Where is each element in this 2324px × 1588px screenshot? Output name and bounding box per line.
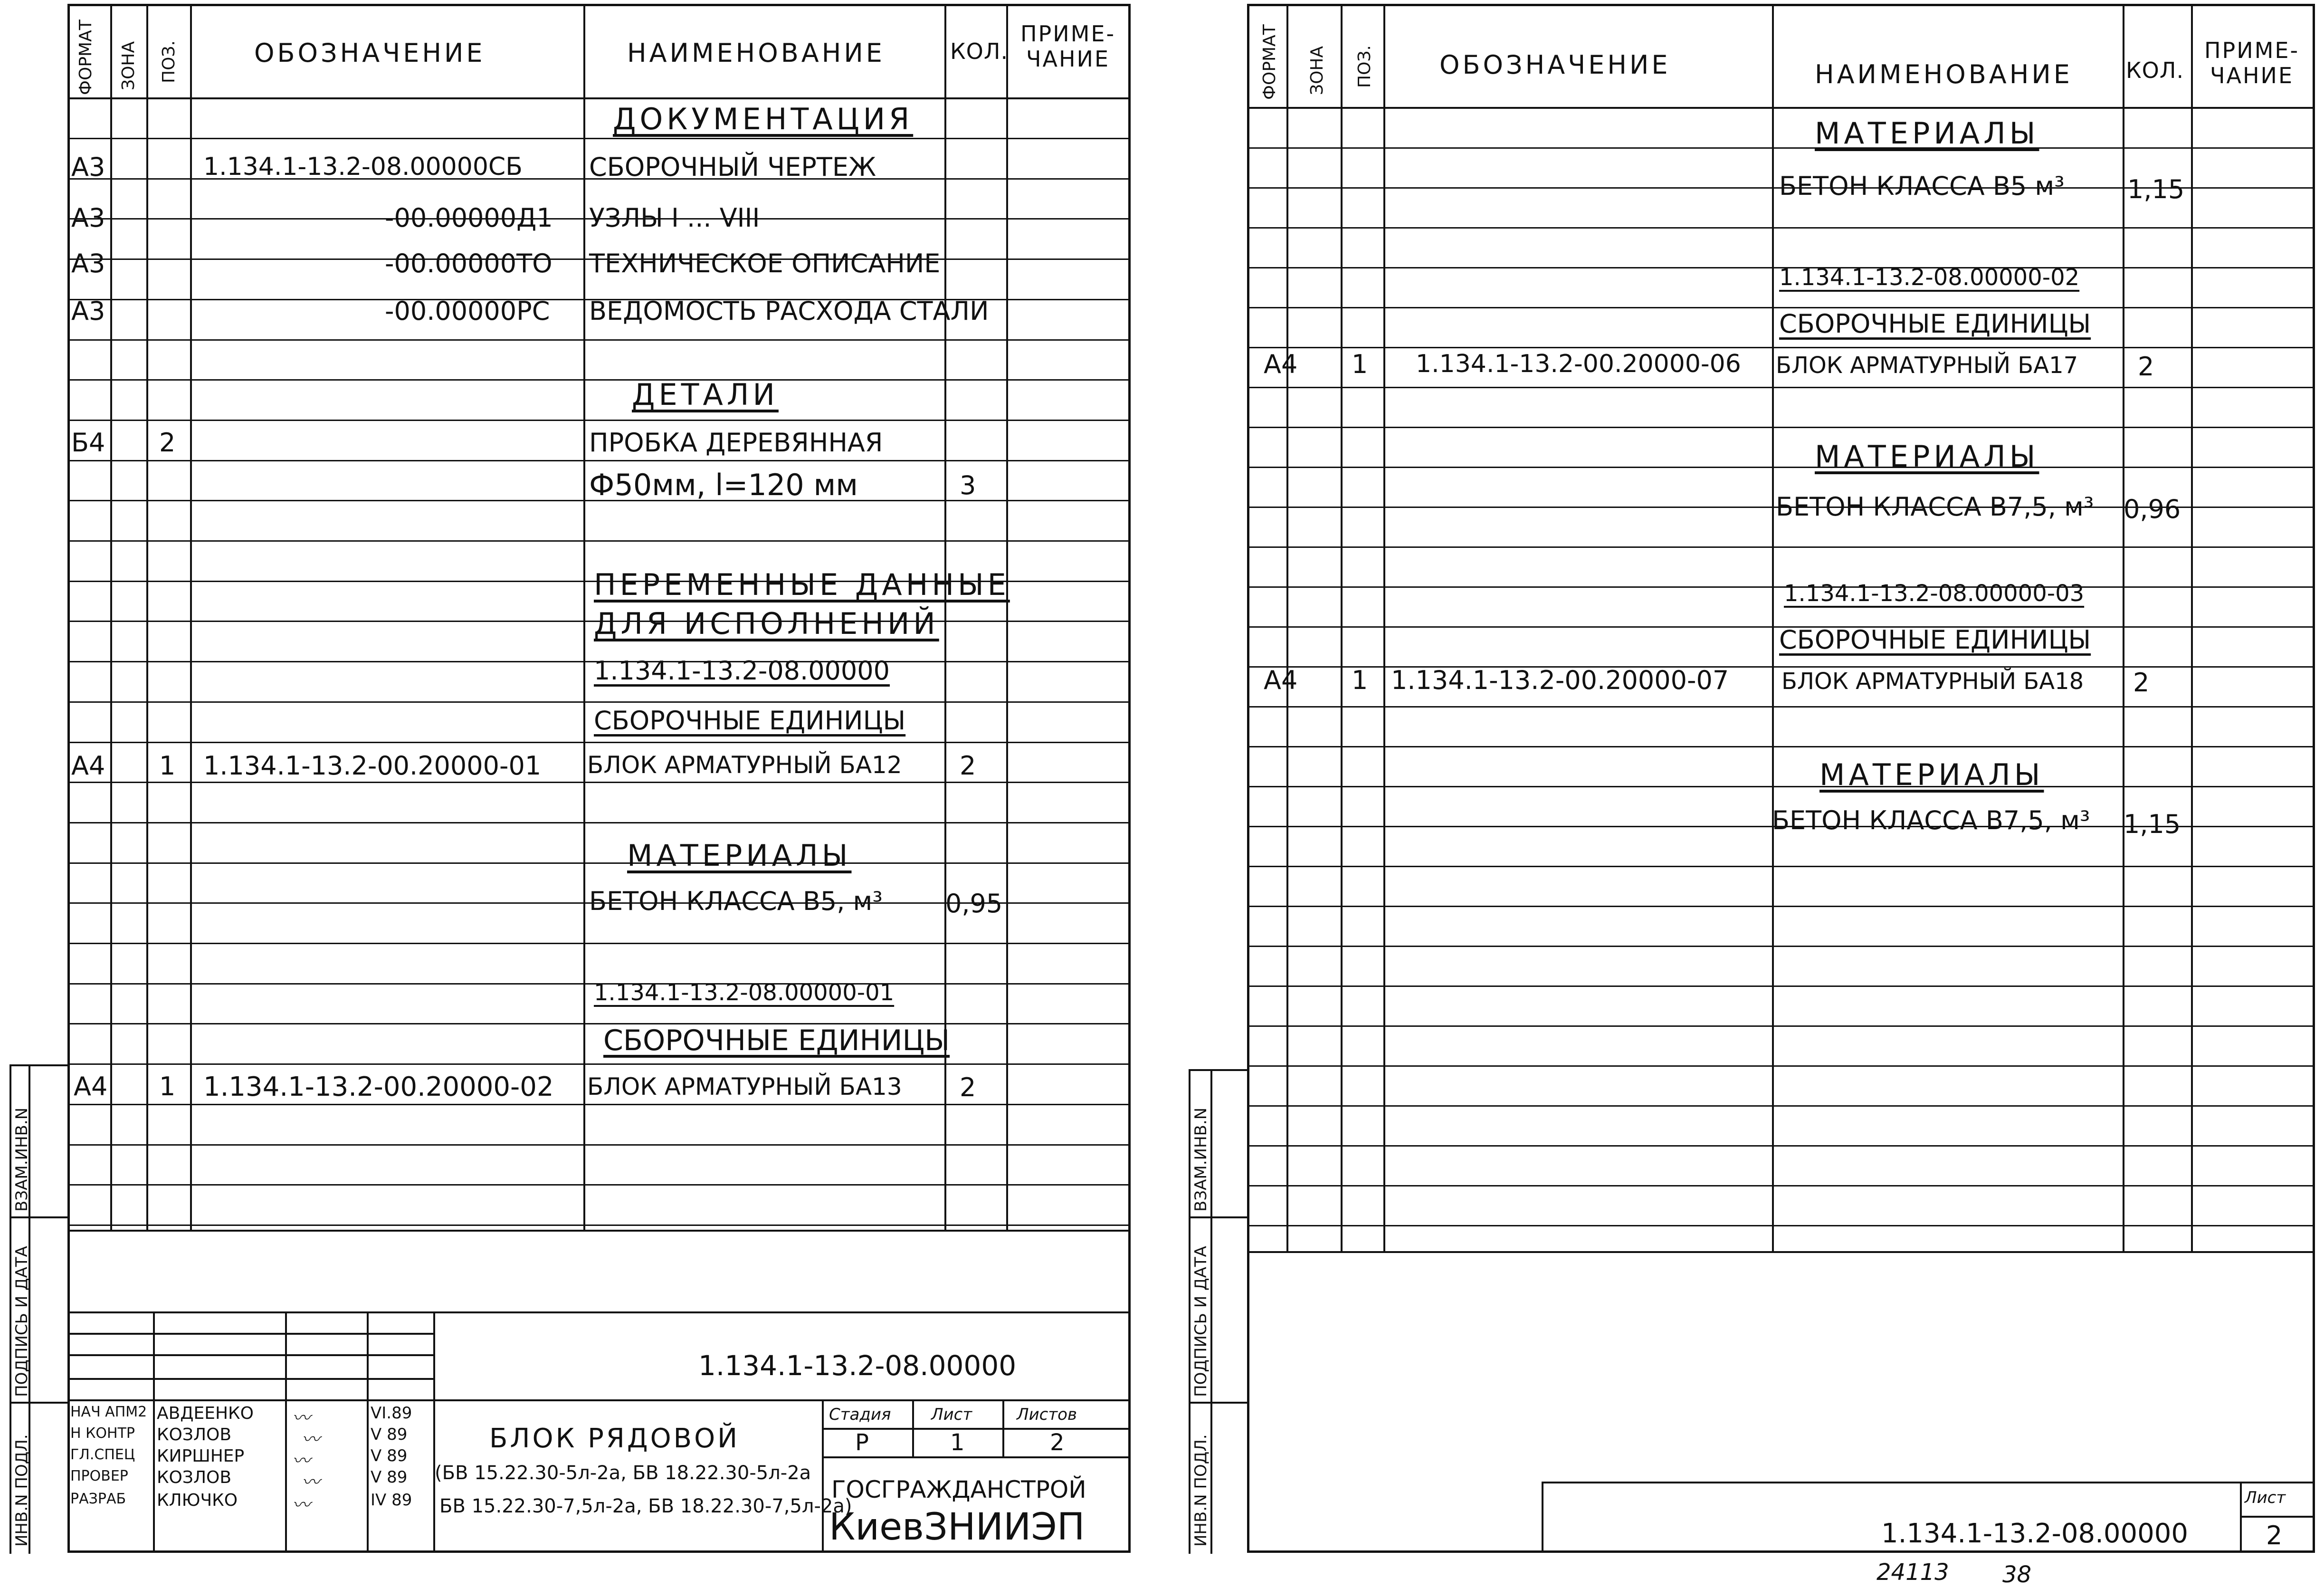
right-stamp-sheet: 2 xyxy=(2266,1521,2283,1550)
left-row-line xyxy=(67,1104,1131,1105)
right-row-name: БЛОК АРМАТУРНЫЙ БА17 xyxy=(1776,352,2078,379)
left-row-line xyxy=(67,1184,1131,1186)
left-row-format: Б4 xyxy=(71,428,105,458)
right-row-assembly-units: СБОРОЧНЫЕ ЕДИНИЦЫ xyxy=(1779,625,2091,655)
left-stamp-stage: Р xyxy=(855,1429,869,1456)
stamp-role: РАЗРАБ xyxy=(70,1491,126,1507)
left-stamp-sheet: 1 xyxy=(950,1429,965,1456)
left-section-materials: МАТЕРИАЛЫ xyxy=(627,838,852,873)
right-row-qty: 2 xyxy=(2133,668,2150,698)
header-zone: ЗОНА xyxy=(1307,46,1327,95)
stamp-role: Н КОНТР xyxy=(70,1425,135,1442)
right-row-line xyxy=(1247,985,2315,987)
left-row-line xyxy=(67,379,1131,381)
right-row-line xyxy=(1247,1145,2315,1147)
left-section-variables: ПЕРЕМЕННЫЕ ДАННЫЕ xyxy=(594,567,1010,602)
left-row-designation: -00.00000РС xyxy=(385,296,550,326)
left-stamp-org-1: ГОСГРАЖДАНСТРОЙ xyxy=(831,1476,1086,1503)
left-row-line xyxy=(67,460,1131,461)
left-row-name: ВЕДОМОСТЬ РАСХОДА СТАЛИ xyxy=(589,296,989,326)
right-row-line xyxy=(1247,706,2315,708)
left-stamp-doc-code: 1.134.1-13.2-08.00000 xyxy=(698,1349,1017,1382)
left-row-name: БЛОК АРМАТУРНЫЙ БА13 xyxy=(587,1073,902,1100)
header-note-line-2: ЧАНИЕ xyxy=(1026,46,1110,72)
stamp-date: V 89 xyxy=(371,1425,408,1444)
right-row-line xyxy=(1247,347,2315,348)
right-row-qty: 1,15 xyxy=(2127,174,2185,204)
left-row-qty: 0,95 xyxy=(945,889,1003,918)
stamp-name: КЛЮЧКО xyxy=(157,1491,238,1510)
left-row-designation: -00.00000ТО xyxy=(385,249,552,278)
left-row-line xyxy=(67,862,1131,864)
right-row-line xyxy=(1247,786,2315,787)
header-qty: КОЛ. xyxy=(2126,57,2184,83)
left-row-name: СБОРОЧНЫЙ ЧЕРТЕЖ xyxy=(589,152,876,182)
right-margin-replacement-inv: ВЗАМ.ИНВ.N xyxy=(1191,1107,1210,1212)
left-row-line xyxy=(67,1144,1131,1146)
right-row-line xyxy=(1247,427,2315,428)
left-row-format: А4 xyxy=(71,751,105,781)
left-row-designation: 1.134.1-13.2-00.20000-02 xyxy=(203,1071,554,1102)
right-row-line xyxy=(1247,1185,2315,1186)
right-row-line xyxy=(1247,906,2315,907)
stamp-role: НАЧ АПМ2 xyxy=(70,1404,147,1420)
right-row-assembly-units: СБОРОЧНЫЕ ЕДИНИЦЫ xyxy=(1779,309,2091,339)
left-section-documentation: ДОКУМЕНТАЦИЯ xyxy=(613,102,914,136)
right-row-line xyxy=(1247,866,2315,867)
right-row-line xyxy=(1247,1065,2315,1067)
signature-scribble: 〰 xyxy=(292,1407,311,1428)
left-stamp-org-2: КиевЗНИИЭП xyxy=(829,1506,1085,1549)
left-row-format: А3 xyxy=(71,296,105,326)
signature-scribble: 〰 xyxy=(302,1472,320,1492)
right-row-designation: 1.134.1-13.2-00.20000-07 xyxy=(1391,665,1729,695)
right-row-variant-code: 1.134.1-13.2-08.00000-02 xyxy=(1779,264,2080,291)
left-row-format: А4 xyxy=(74,1071,108,1101)
left-margin-signature-date: ПОДПИСЬ И ДАТА xyxy=(12,1246,31,1397)
left-row-name: УЗЛЫ I ... VIII xyxy=(589,203,760,233)
left-row-line xyxy=(67,1063,1131,1065)
signature-scribble: 〰 xyxy=(292,1494,311,1515)
right-row-line xyxy=(1247,586,2315,588)
left-row-pos: 1 xyxy=(159,1071,176,1101)
left-row-line xyxy=(67,782,1131,783)
stamp-date: V 89 xyxy=(371,1446,408,1465)
header-note-line-2: ЧАНИЕ xyxy=(2210,62,2294,88)
right-row-line xyxy=(1247,1225,2315,1226)
right-section-materials: МАТЕРИАЛЫ xyxy=(1815,116,2039,151)
left-row-format: А3 xyxy=(71,152,105,182)
right-row-name: БЕТОН КЛАССА В5 м³ xyxy=(1779,171,2065,201)
left-row-variant-code: 1.134.1-13.2-08.00000-01 xyxy=(594,979,895,1006)
header-note xyxy=(1011,21,1125,72)
left-row-qty: 2 xyxy=(960,751,976,781)
left-row-line xyxy=(67,540,1131,542)
right-row-format: А4 xyxy=(1264,349,1298,379)
left-row-name: ТЕХНИЧЕСКОЕ ОПИСАНИЕ xyxy=(589,249,941,278)
right-row-line xyxy=(1247,307,2315,308)
right-row-line xyxy=(1247,1105,2315,1107)
left-section-details: ДЕТАЛИ xyxy=(632,377,779,412)
right-row-line xyxy=(1247,147,2315,149)
right-row-variant-code: 1.134.1-13.2-08.00000-03 xyxy=(1784,580,2085,607)
right-row-name: БЛОК АРМАТУРНЫЙ БА18 xyxy=(1781,668,2084,695)
right-stamp-sheet-label: Лист xyxy=(2245,1488,2286,1507)
right-row-line xyxy=(1247,746,2315,747)
left-row-line xyxy=(67,742,1131,743)
left-stamp-sheets-label: Листов xyxy=(1017,1405,1077,1424)
header-note-line-1: ПРИМЕ- xyxy=(2204,38,2300,63)
left-row-line xyxy=(67,339,1131,341)
header-pos: ПОЗ. xyxy=(159,40,179,83)
right-margin-signature-date: ПОДПИСЬ И ДАТА xyxy=(1191,1246,1210,1397)
left-row-line xyxy=(67,420,1131,421)
header-designation: ОБОЗНАЧЕНИЕ xyxy=(254,38,486,68)
left-row-line xyxy=(67,1023,1131,1024)
right-margin-inv-no: ИНВ.N ПОДЛ. xyxy=(1191,1434,1210,1547)
signature-scribble: 〰 xyxy=(302,1429,320,1450)
left-row-designation: 1.134.1-13.2-08.00000СБ xyxy=(203,153,523,181)
left-row-line xyxy=(67,701,1131,703)
left-margin-inv-no: ИНВ.N ПОДЛ. xyxy=(12,1434,31,1547)
stamp-role: ГЛ.СПЕЦ xyxy=(70,1446,135,1463)
header-qty: КОЛ. xyxy=(950,38,1009,64)
right-row-designation: 1.134.1-13.2-00.20000-06 xyxy=(1416,350,1741,378)
archive-number: 24113 xyxy=(1876,1559,1949,1586)
left-row-format: А3 xyxy=(71,203,105,233)
header-name: НАИМЕНОВАНИЕ xyxy=(1815,59,2073,89)
right-row-pos: 1 xyxy=(1352,665,1368,695)
left-row-name: ПРОБКА ДЕРЕВЯННАЯ xyxy=(589,428,883,458)
stamp-date: VI.89 xyxy=(371,1404,412,1423)
left-row-designation: -00.00000Д1 xyxy=(385,203,553,233)
left-stamp-sheets: 2 xyxy=(1050,1429,1065,1456)
left-row-name: БЛОК АРМАТУРНЫЙ БА12 xyxy=(587,751,902,779)
header-pos: ПОЗ. xyxy=(1355,45,1374,88)
left-row-pos: 2 xyxy=(159,428,176,458)
left-row-variant-code: 1.134.1-13.2-08.00000 xyxy=(594,656,890,686)
left-row-assembly-units: СБОРОЧНЫЕ ЕДИНИЦЫ xyxy=(594,706,906,736)
left-row-pos: 1 xyxy=(159,751,176,781)
stamp-name: КИРШНЕР xyxy=(157,1446,245,1466)
header-zone: ЗОНА xyxy=(119,41,138,90)
left-stamp-title: БЛОК РЯДОВОЙ xyxy=(489,1423,740,1454)
right-row-qty: 0,96 xyxy=(2124,494,2181,524)
header-note-line-1: ПРИМЕ- xyxy=(1020,21,1116,47)
stamp-role: ПРОВЕР xyxy=(70,1468,128,1484)
header-note xyxy=(2192,38,2311,88)
left-row-qty: 2 xyxy=(960,1072,976,1102)
right-row-qty: 2 xyxy=(2138,352,2154,382)
right-row-name: БЕТОН КЛАССА В7,5, м³ xyxy=(1776,492,2094,522)
left-stamp-variants-2: БВ 15.22.30-7,5л-2а, БВ 18.22.30-7,5л-2а) xyxy=(439,1495,852,1517)
left-row-name: Ф50мм, l=120 мм xyxy=(589,468,858,502)
left-stamp-sheet-label: Лист xyxy=(931,1405,972,1424)
left-row-line xyxy=(67,138,1131,139)
right-row-line xyxy=(1247,387,2315,388)
left-row-line xyxy=(67,822,1131,823)
right-sheet xyxy=(1247,4,2315,1553)
stamp-date: IV 89 xyxy=(371,1491,412,1510)
page-number: 38 xyxy=(2002,1561,2032,1588)
left-row-format: А3 xyxy=(71,249,105,278)
header-designation: ОБОЗНАЧЕНИЕ xyxy=(1439,50,1671,80)
right-stamp-doc-code: 1.134.1-13.2-08.00000 xyxy=(1881,1518,2189,1549)
left-row-line xyxy=(67,1224,1131,1226)
right-row-line xyxy=(1247,946,2315,947)
left-row-assembly-units: СБОРОЧНЫЕ ЕДИНИЦЫ xyxy=(603,1024,950,1057)
left-stamp-variants-1: (БВ 15.22.30-5л-2а, БВ 18.22.30-5л-2а xyxy=(435,1462,811,1484)
left-row-line xyxy=(67,943,1131,944)
right-row-line xyxy=(1247,546,2315,548)
stamp-name: КОЗЛОВ xyxy=(157,1468,232,1487)
left-section-for-versions: ДЛЯ ИСПОЛНЕНИЙ xyxy=(594,606,939,641)
right-row-qty: 1,15 xyxy=(2124,809,2181,839)
stamp-date: V 89 xyxy=(371,1468,408,1487)
left-row-qty: 3 xyxy=(960,470,976,500)
stamp-name: АВДЕЕНКО xyxy=(157,1404,254,1423)
right-section-materials: МАТЕРИАЛЫ xyxy=(1815,439,2039,474)
header-format: ФОРМАТ xyxy=(1260,24,1279,100)
left-row-name: БЕТОН КЛАССА В5, м³ xyxy=(589,886,883,916)
left-stamp-stage-label: Стадия xyxy=(829,1405,891,1424)
right-row-line xyxy=(1247,227,2315,229)
left-row-designation: 1.134.1-13.2-00.20000-01 xyxy=(203,751,542,781)
stamp-name: КОЗЛОВ xyxy=(157,1425,232,1445)
signature-scribble: 〰 xyxy=(292,1450,311,1471)
right-row-line xyxy=(1247,1025,2315,1027)
header-format: ФОРМАТ xyxy=(76,19,95,95)
right-section-materials: МАТЕРИАЛЫ xyxy=(1819,757,2044,792)
right-row-name: БЕТОН КЛАССА В7,5, м³ xyxy=(1772,805,2090,835)
right-row-line xyxy=(1247,467,2315,468)
left-margin-replacement-inv: ВЗАМ.ИНВ.N xyxy=(12,1107,31,1212)
right-row-pos: 1 xyxy=(1352,349,1368,379)
header-name: НАИМЕНОВАНИЕ xyxy=(627,38,885,68)
right-row-format: А4 xyxy=(1264,665,1298,695)
